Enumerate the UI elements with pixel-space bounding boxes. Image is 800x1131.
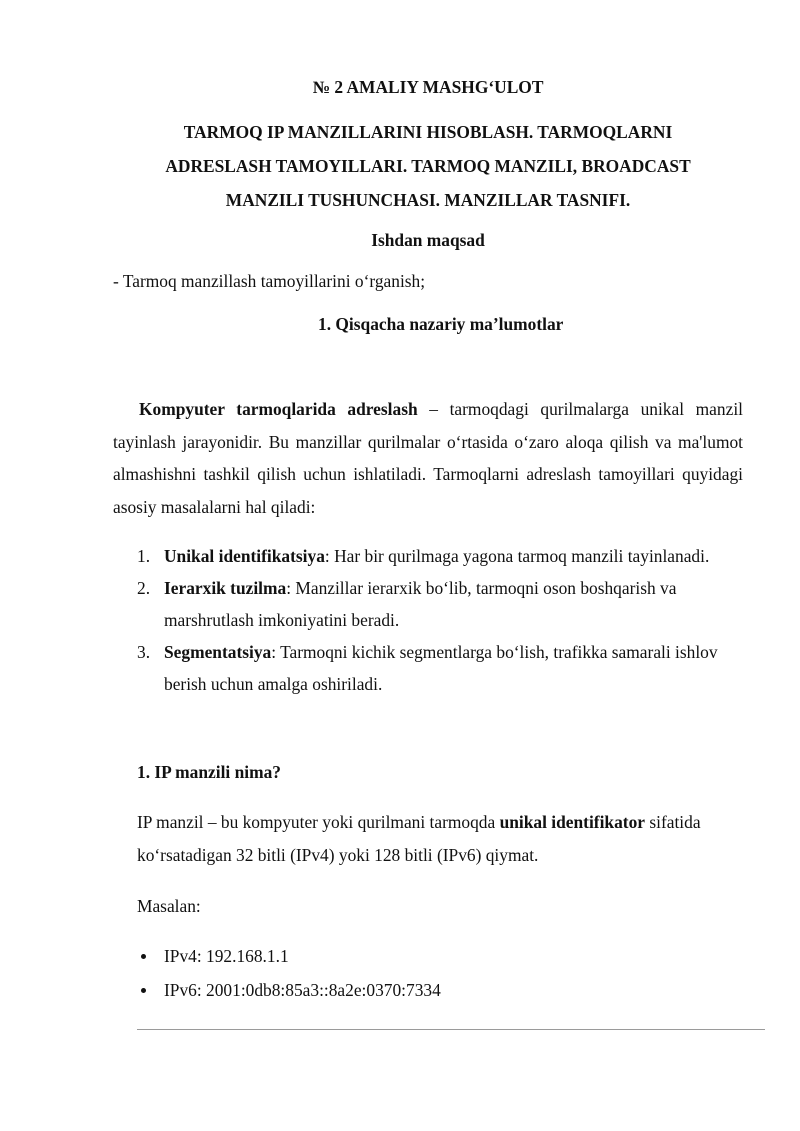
list-item [137, 974, 737, 1008]
principle-term: Unikal identifikatsiya [164, 546, 325, 566]
goal-item: - Tarmoq manzillash tamoyillarini o‘rganish; [113, 271, 426, 291]
title-line: ADRESLASH TAMOYILLARI. TARMOQ MANZILI, BROADCAST [165, 156, 691, 176]
document-title [100, 115, 756, 217]
title-line: MANZILI TUSHUNCHASI. MANZILLAR TASNIFI. [225, 190, 631, 210]
bullet-icon [141, 954, 146, 959]
list-item [137, 940, 737, 974]
examples-list [137, 940, 737, 1007]
intro-text: – tarmoqdagi qurilmalarga unikal manzil tayinlash jarayonidir. Bu manzillar qurilmalar o‘rtasida o‘zaro aloqa qilish va ma'lumot almashishni tashkil qilish uchun ishlatiladi. Tarmoqlarni adreslash tamoyillari quyidagi asosiy masalalarni hal qiladi: [113, 399, 743, 517]
title-line: TARMOQ IP MANZILLARINI HISOBLASH. TARMOQLARNI [183, 122, 673, 142]
principle-text: : Har bir qurilmaga yagona tarmoq manzili tayinlanadi. [324, 546, 710, 566]
ip-text-before: IP manzil – bu kompyuter yoki qurilmani tarmoqda [137, 812, 500, 832]
theory-heading: 1. Qisqacha nazariy ma’lumotlar [318, 314, 564, 334]
ip-text-after: sifatida ko‘rsatadigan 32 bitli (IPv4) yoki 128 bitli (IPv6) qiymat. [137, 812, 701, 865]
list-item [137, 540, 737, 572]
horizontal-divider [137, 1029, 765, 1030]
document-number: № 2 AMALIY MASHG‘ULOT [312, 77, 544, 97]
goal-heading: Ishdan maqsad [371, 230, 485, 250]
bullet-icon [141, 988, 146, 993]
list-marker: 3. [137, 642, 151, 662]
intro-term: Kompyuter tarmoqlarida adreslash [139, 399, 418, 419]
example-text: IPv6: 2001:0db8:85a3::8a2e:0370:7334 [164, 979, 441, 1000]
principle-term: Ierarxik tuzilma [164, 578, 287, 598]
principles-list [137, 540, 737, 700]
list-marker: 2. [137, 578, 151, 598]
example-text: IPv4: 192.168.1.1 [164, 946, 289, 966]
list-marker: 1. [137, 546, 151, 566]
principle-text: : Manzillar ierarxik bo‘lib, tarmoqni oson boshqarish va marshrutlash imkoniyatini beradi. [164, 578, 677, 630]
list-item [137, 572, 737, 636]
ip-paragraph [137, 806, 737, 871]
list-item [137, 636, 737, 700]
ip-heading: 1. IP manzili nima? [137, 762, 281, 782]
ip-term: unikal identifikator [499, 812, 645, 832]
example-label: Masalan: [137, 896, 201, 916]
principle-text: : Tarmoqni kichik segmentlarga bo‘lish, trafikka samarali ishlov berish uchun amalga oshiriladi. [164, 642, 718, 694]
intro-paragraph [113, 393, 743, 523]
principle-term: Segmentatsiya [164, 642, 272, 662]
